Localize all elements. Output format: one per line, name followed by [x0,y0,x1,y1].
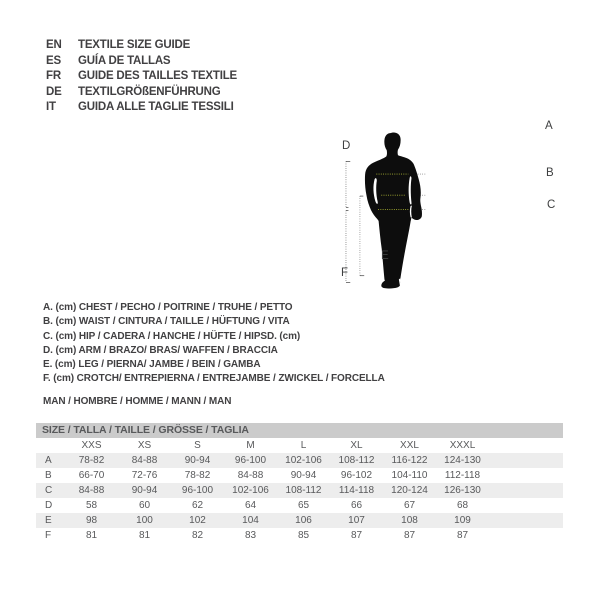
label-hip-c: C [547,199,556,211]
size-cell: 81 [138,530,151,541]
size-cell: 78-82 [184,470,211,481]
size-table [36,423,563,543]
size-cell: 102 [189,515,206,526]
size-cell: 84-88 [78,485,105,496]
size-row-label: C [45,485,53,496]
size-cell: 104 [242,515,259,526]
language-row [46,54,237,70]
language-row [46,85,237,101]
language-row [46,38,237,54]
size-cell: 68 [456,500,469,511]
size-cell: 90-94 [290,470,317,481]
size-cell: 82 [191,530,204,541]
size-table-row [36,453,563,468]
size-cell: 102-106 [232,485,269,496]
language-title: GUIDE DES TAILLES TEXTILE [78,70,237,83]
size-table-title: SIZE / TALLA / TAILLE / GRÖSSE / TAGLIA [36,423,563,438]
measurement-line: B. (cm) WAIST / CINTURA / TAILLE / HÜFTUNG / VITA [43,316,290,328]
size-cell: 120-124 [391,485,428,496]
size-cell: 85 [297,530,310,541]
size-cell: 87 [403,530,416,541]
size-table-row [36,483,563,498]
size-cell: 96-100 [234,455,267,466]
label-crotch-f: F [341,267,349,279]
size-table-body [36,438,563,543]
size-cell: 62 [191,500,204,511]
size-col-header: S [194,440,201,451]
size-table-row [36,528,563,543]
size-col-header: M [246,440,255,451]
size-cell: 96-100 [181,485,214,496]
size-row-label: A [45,455,52,466]
size-cell: 116-122 [391,455,428,466]
size-cell: 107 [348,515,365,526]
size-cell: 66 [350,500,363,511]
language-row [46,100,237,116]
size-cell: 58 [85,500,98,511]
size-row-label: D [45,500,53,511]
size-cell: 65 [297,500,310,511]
size-cell: 81 [85,530,98,541]
size-cell: 60 [138,500,151,511]
man-silhouette [365,132,422,288]
size-cell: 96-102 [340,470,373,481]
size-cell: 87 [350,530,363,541]
size-cell: 124-130 [444,455,481,466]
size-cell: 106 [295,515,312,526]
size-cell: 126-130 [444,485,481,496]
size-table-row [36,468,563,483]
size-cell: 98 [85,515,98,526]
size-col-header: XXXL [449,440,476,451]
measurement-line: C. (cm) HIP / CADERA / HANCHE / HÜFTE / HIPSD. (cm) [43,330,301,342]
size-table-column-header-row [36,438,563,453]
label-arm-d: D [342,140,351,152]
size-cell: 84-88 [237,470,264,481]
size-cell: 104-110 [391,470,428,481]
language-code: EN [46,39,62,51]
size-cell: 87 [456,530,469,541]
measurement-line: A. (cm) CHEST / PECHO / POITRINE / TRUHE / PETTO [43,302,293,313]
language-code: DE [46,85,62,98]
size-cell: 90-94 [184,455,211,466]
vertical-guide-lines [346,161,364,282]
size-cell: 90-94 [131,485,158,496]
size-row-label: F [45,530,52,541]
language-title: GUIDA ALLE TAGLIE TESSILI [78,101,234,114]
measurement-line: D. (cm) ARM / BRAZO/ BRAS/ WAFFEN / BRACCIA [43,344,278,356]
size-cell: 67 [403,500,416,511]
measurement-legend [43,301,385,387]
label-chest-a: A [545,120,553,132]
size-cell: 112-118 [444,470,481,481]
language-code: IT [46,101,56,114]
language-title: GUÍA DE TALLAS [78,54,171,67]
label-waist-b: B [546,167,554,179]
language-row [46,69,237,85]
language-code: FR [46,70,61,83]
measurement-line: E. (cm) LEG / PIERNA/ JAMBE / BEIN / GAMBA [43,359,261,371]
size-col-header: XXL [400,440,419,451]
language-code: ES [46,54,61,67]
size-cell: 64 [244,500,257,511]
size-col-header: L [300,440,307,451]
size-col-header: XS [137,440,152,451]
size-cell: 78-82 [78,455,105,466]
size-row-label: B [45,470,52,481]
size-table-row [36,498,563,513]
size-cell: 72-76 [131,470,158,481]
size-cell: 108-112 [285,485,322,496]
label-leg-e: E [381,250,389,262]
size-cell: 66-70 [78,470,105,481]
size-cell: 102-106 [285,455,322,466]
size-cell: 108-112 [338,455,375,466]
size-cell: 100 [136,515,153,526]
language-title-list [46,38,237,116]
language-title: TEXTILE SIZE GUIDE [78,39,191,51]
gender-line: MAN / HOMBRE / HOMME / MANN / MAN [43,396,232,407]
size-cell: 83 [244,530,257,541]
size-cell: 84-88 [131,455,158,466]
size-cell: 109 [454,515,471,526]
measurement-line: F. (cm) CROTCH/ ENTREPIERNA / ENTREJAMBE / ZWICKEL / FORCELLA [43,373,385,385]
size-col-header: XL [350,440,363,451]
size-cell: 108 [401,515,418,526]
size-table-row [36,513,563,528]
size-col-header: XXS [81,440,102,451]
language-title: TEXTILGRÖßENFÜHRUNG [78,85,221,98]
size-row-label: E [45,515,52,526]
size-cell: 114-118 [338,485,375,496]
